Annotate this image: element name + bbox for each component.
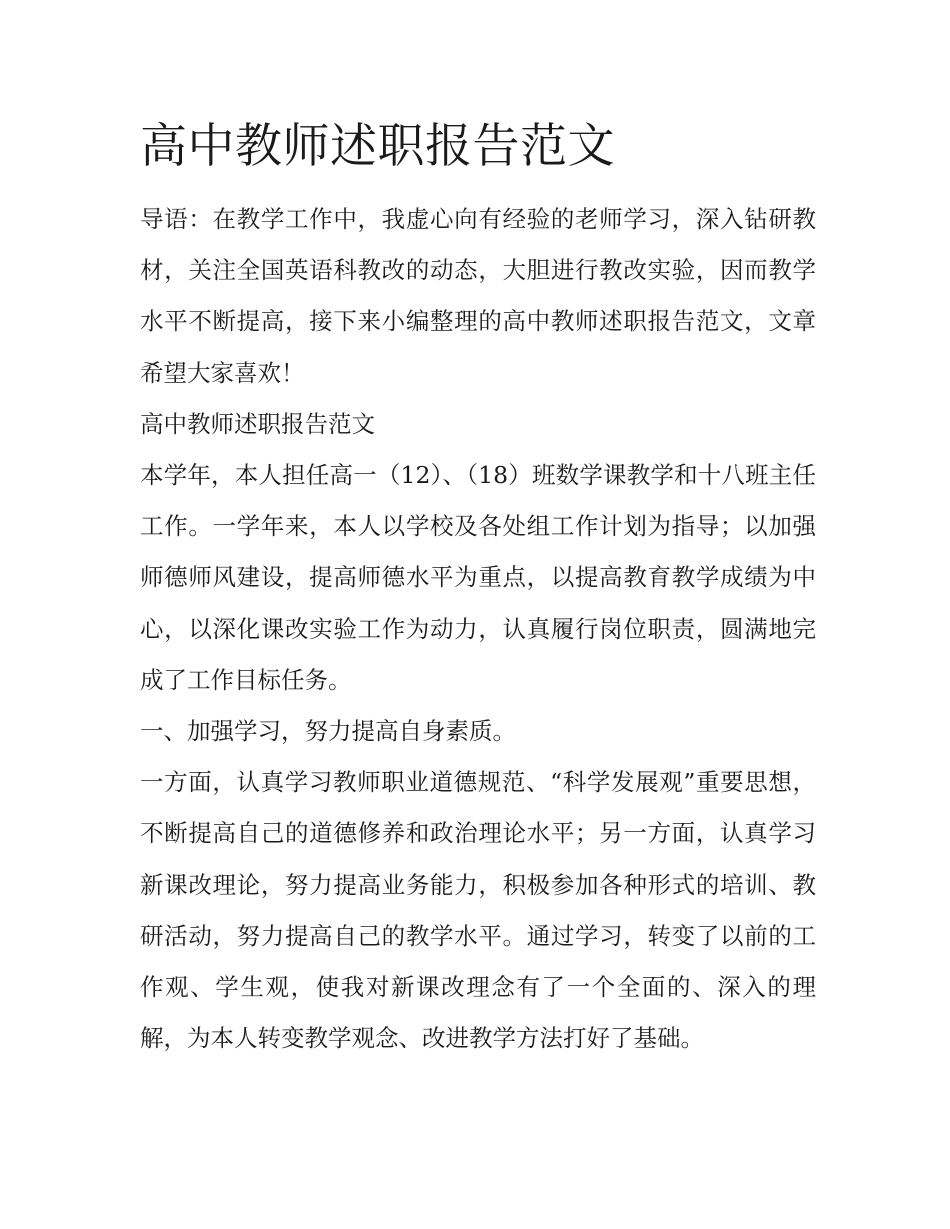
- section-heading: 高中教师述职报告范文: [140, 409, 375, 438]
- document-page: [140, 112, 816, 1064]
- subsection-heading: 一、加强学习，努力提高自身素质。: [140, 717, 516, 746]
- intro-paragraph: 导语：在教学工作中，我虚心向有经验的老师学习，深入钻研教材，关注全国英语科教改的动态，大胆进行教改实验，因而教学水平不断提高，接下来小编整理的高中教师述职报告范文，文章希望大家喜欢！: [140, 205, 816, 387]
- body-paragraph: 本学年，本人担任高一（12）、（18）班数学课教学和十八班主任工作。一学年来，本人以学校及各处组工作计划为指导；以加强师德师风建设，提高师德水平为重点，以提高教育教学成绩为中心，以深化课改实验工作为动力，认真履行岗位职责，圆满地完成了工作目标任务。: [140, 461, 816, 694]
- body-paragraph: 一方面，认真学习教师职业道德规范、“科学发展观”重要思想，不断提高自己的道德修养和政治理论水平；另一方面，认真学习新课改理论，努力提高业务能力，积极参加各种形式的培训、教研活动，努力提高自己的教学水平。通过学习，转变了以前的工作观、学生观，使我对新课改理念有了一个全面的、深入的理解，为本人转变教学观念、改进教学方法打好了基础。: [140, 768, 816, 1053]
- document-title: 高中教师述职报告范文: [140, 119, 615, 174]
